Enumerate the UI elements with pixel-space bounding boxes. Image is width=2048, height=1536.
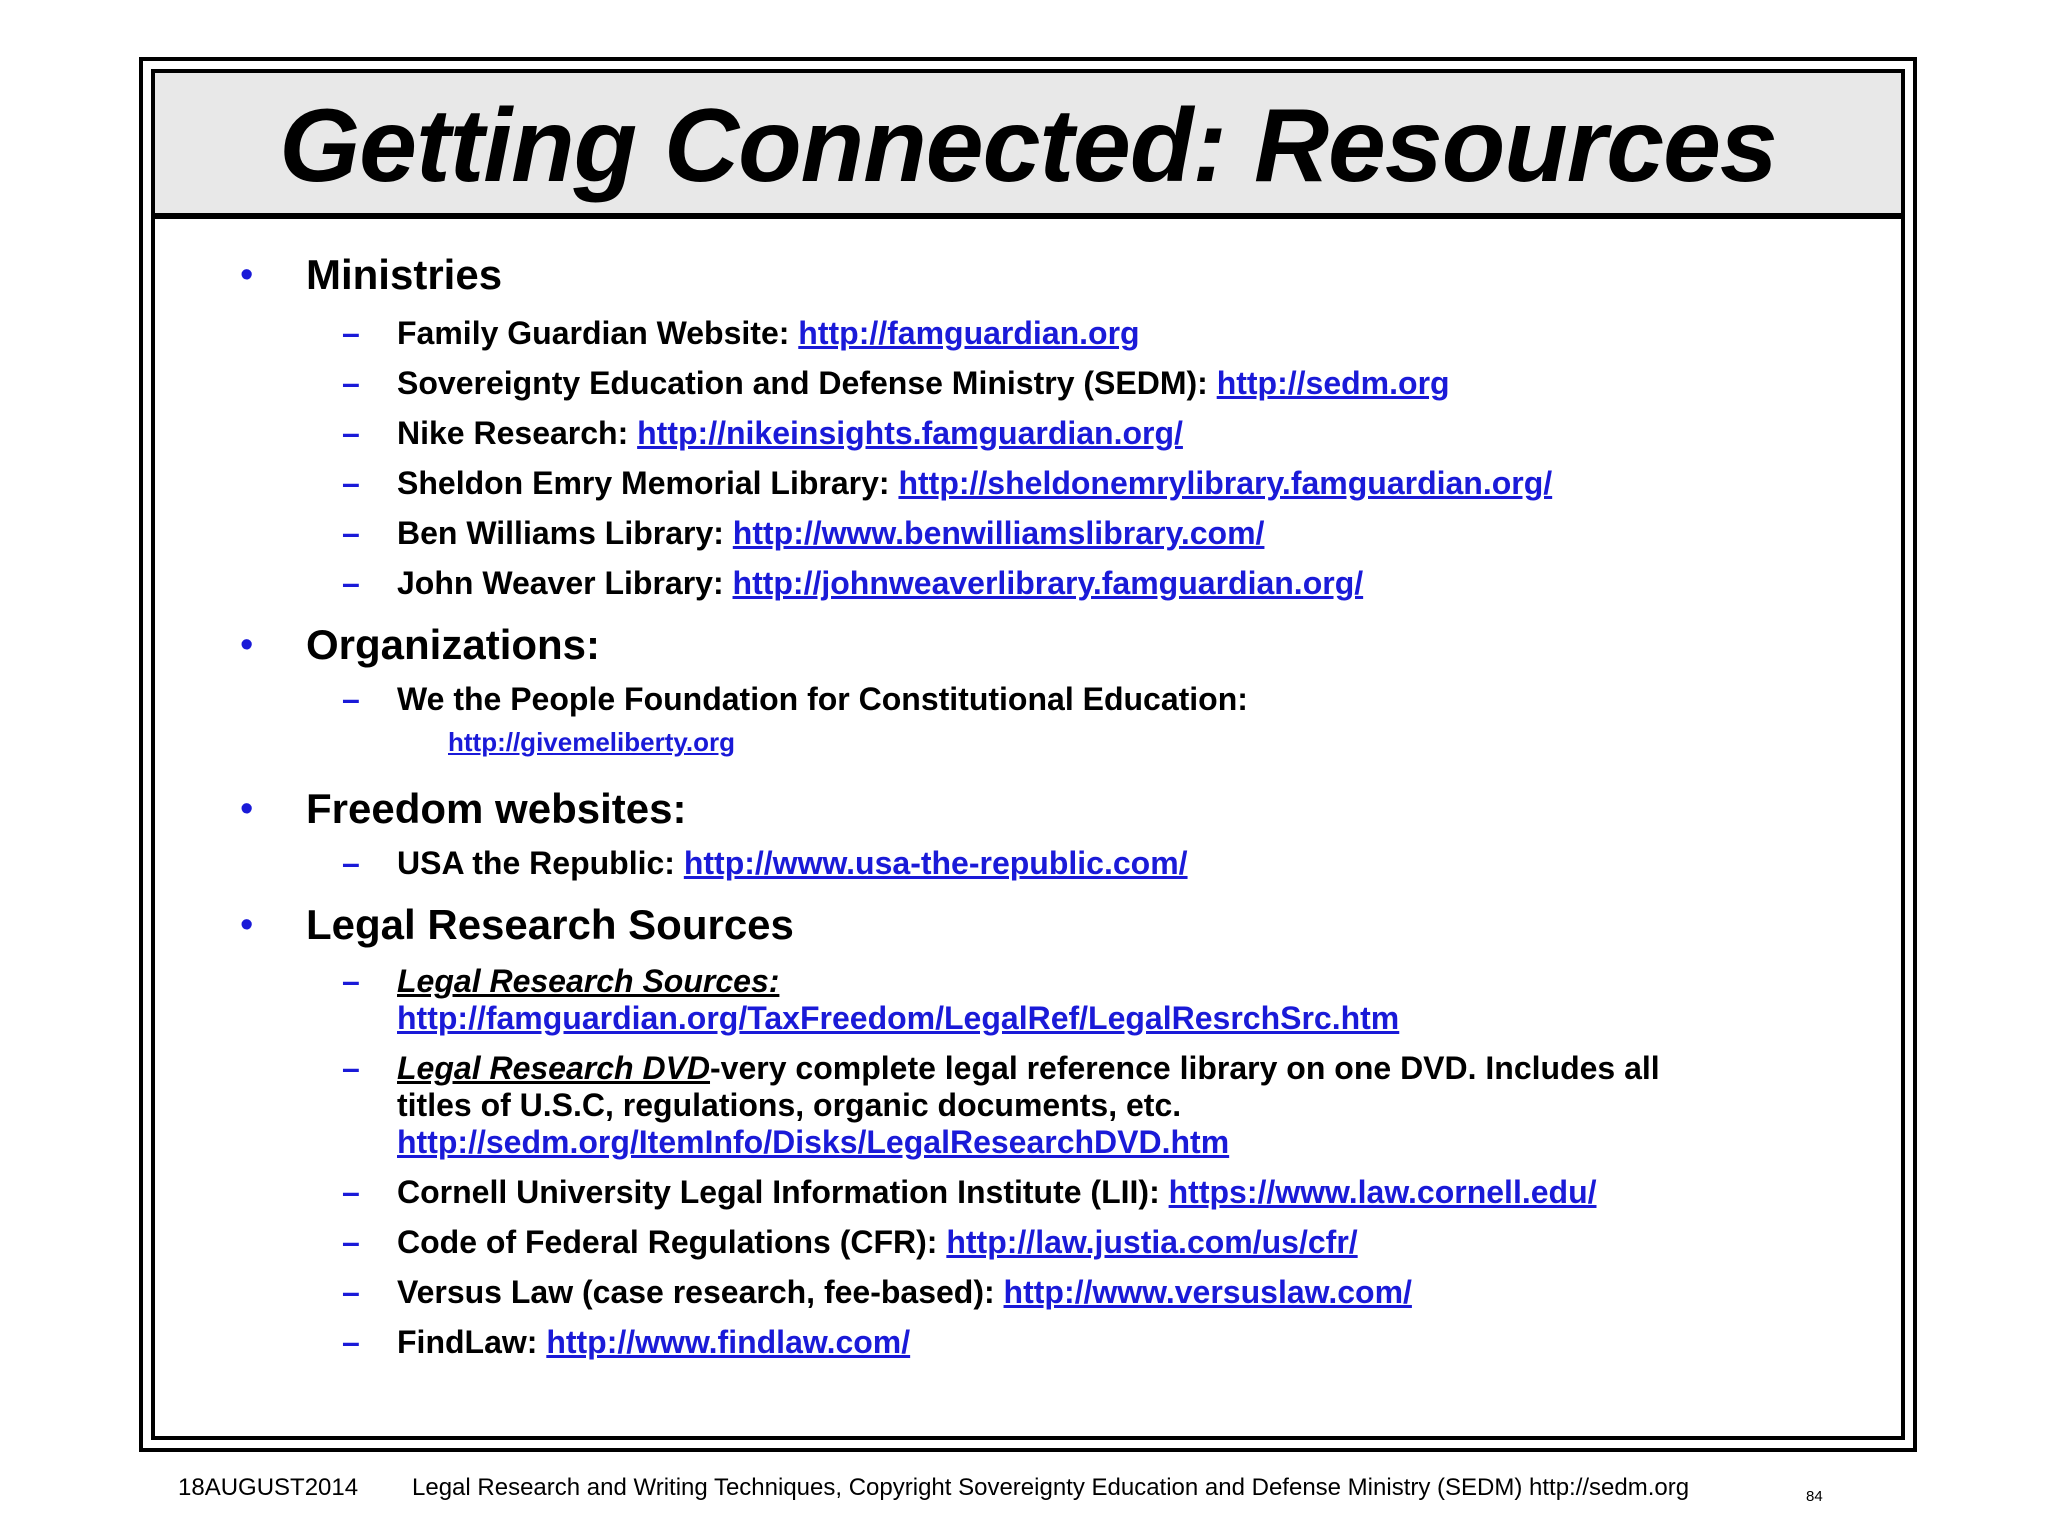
dash-icon: – [342, 963, 360, 999]
dash-icon: – [342, 315, 360, 351]
bullet-icon: • [240, 254, 254, 296]
list-item: – Code of Federal Regulations (CFR): http://law.justia.com/us/cfr/ [342, 1224, 1358, 1260]
footer-copyright: Legal Research and Writing Techniques, Copyright Sovereignty Education and Defense Ministry (SEDM) http://sedm.org [412, 1474, 1690, 1501]
section-ministries [240, 245, 1800, 305]
list-item: – FindLaw: http://www.findlaw.com/ [342, 1324, 911, 1360]
resource-link[interactable]: http://sedm.org [1216, 365, 1450, 401]
section-organizations [240, 615, 1800, 675]
list-item: – Sovereignty Education and Defense Ministry (SEDM): http://sedm.org [342, 365, 1450, 401]
section-heading: Legal Research Sources [306, 901, 794, 948]
resource-link[interactable]: http://givemeliberty.org [448, 727, 735, 757]
bullet-icon: • [240, 624, 254, 666]
bullet-icon: • [240, 788, 254, 830]
list-item: – Versus Law (case research, fee-based): http://www.versuslaw.com/ [342, 1274, 1412, 1310]
dash-icon: – [342, 681, 360, 717]
title-band [155, 73, 1901, 219]
dash-icon: – [342, 365, 360, 401]
resource-link[interactable]: http://www.usa-the-republic.com/ [683, 845, 1188, 881]
page-number: 84 [1806, 1488, 1823, 1505]
resource-link[interactable]: http://sedm.org/ItemInfo/Disks/LegalResearchDVD.htm [397, 1124, 1230, 1160]
list-item: – Cornell University Legal Information Institute (LII): https://www.law.cornell.edu/ [342, 1174, 1597, 1210]
list-item: – Legal Research DVD-very complete legal reference library on one DVD. Includes all titles of U.S.C, regulations, organic documents, etc. http://sedm.org/ItemInfo/Disks/LegalResearchDVD.htm [342, 1050, 1660, 1160]
dash-icon: – [342, 415, 360, 451]
list-item: – John Weaver Library: http://johnweaverlibrary.famguardian.org/ [342, 565, 1364, 601]
resource-link[interactable]: http://www.versuslaw.com/ [1003, 1274, 1412, 1310]
dash-icon: – [342, 1224, 360, 1260]
dash-icon: – [342, 1050, 360, 1086]
dash-icon: – [342, 1174, 360, 1210]
resource-link[interactable]: https://www.law.cornell.edu/ [1168, 1174, 1597, 1210]
list-item: – Sheldon Emry Memorial Library: http://sheldonemrylibrary.famguardian.org/ [342, 465, 1553, 501]
slide-title: Getting Connected: Resources [279, 88, 1777, 204]
footer-date: 18AUGUST2014 [178, 1474, 359, 1501]
resource-link[interactable]: http://nikeinsights.famguardian.org/ [637, 415, 1183, 451]
resource-link[interactable]: http://www.benwilliamslibrary.com/ [732, 515, 1265, 551]
dash-icon: – [342, 565, 360, 601]
content [240, 245, 1800, 1374]
dash-icon: – [342, 845, 360, 881]
resource-link[interactable]: http://johnweaverlibrary.famguardian.org/ [732, 565, 1364, 601]
list-item: – USA the Republic: http://www.usa-the-republic.com/ [342, 845, 1188, 881]
resource-link[interactable]: http://www.findlaw.com/ [546, 1324, 911, 1360]
list-item: – Family Guardian Website: http://famguardian.org [342, 315, 1140, 351]
section-freedom-websites [240, 779, 1800, 839]
section-legal-research [240, 895, 1800, 955]
dash-icon: – [342, 515, 360, 551]
list-item: – Nike Research: http://nikeinsights.famguardian.org/ [342, 415, 1183, 451]
section-heading: Ministries [306, 251, 503, 298]
dash-icon: – [342, 465, 360, 501]
resource-link[interactable]: http://famguardian.org [798, 315, 1140, 351]
dash-icon: – [342, 1274, 360, 1310]
resource-link[interactable]: http://law.justia.com/us/cfr/ [946, 1224, 1358, 1260]
bullet-icon: • [240, 904, 254, 946]
resource-link[interactable]: http://sheldonemrylibrary.famguardian.org/ [898, 465, 1553, 501]
list-item: – Ben Williams Library: http://www.benwilliamslibrary.com/ [342, 515, 1265, 551]
list-item-url [240, 725, 1800, 759]
list-item: – We the People Foundation for Constitutional Education: [342, 681, 1248, 717]
resource-link[interactable]: http://famguardian.org/TaxFreedom/LegalRef/LegalResrchSrc.htm [397, 1000, 1400, 1036]
section-heading: Freedom websites: [306, 785, 687, 832]
section-heading: Organizations: [306, 621, 601, 668]
list-item: – Legal Research Sources: http://famguardian.org/TaxFreedom/LegalRef/LegalResrchSrc.htm [342, 963, 1400, 1036]
dash-icon: – [342, 1324, 360, 1360]
